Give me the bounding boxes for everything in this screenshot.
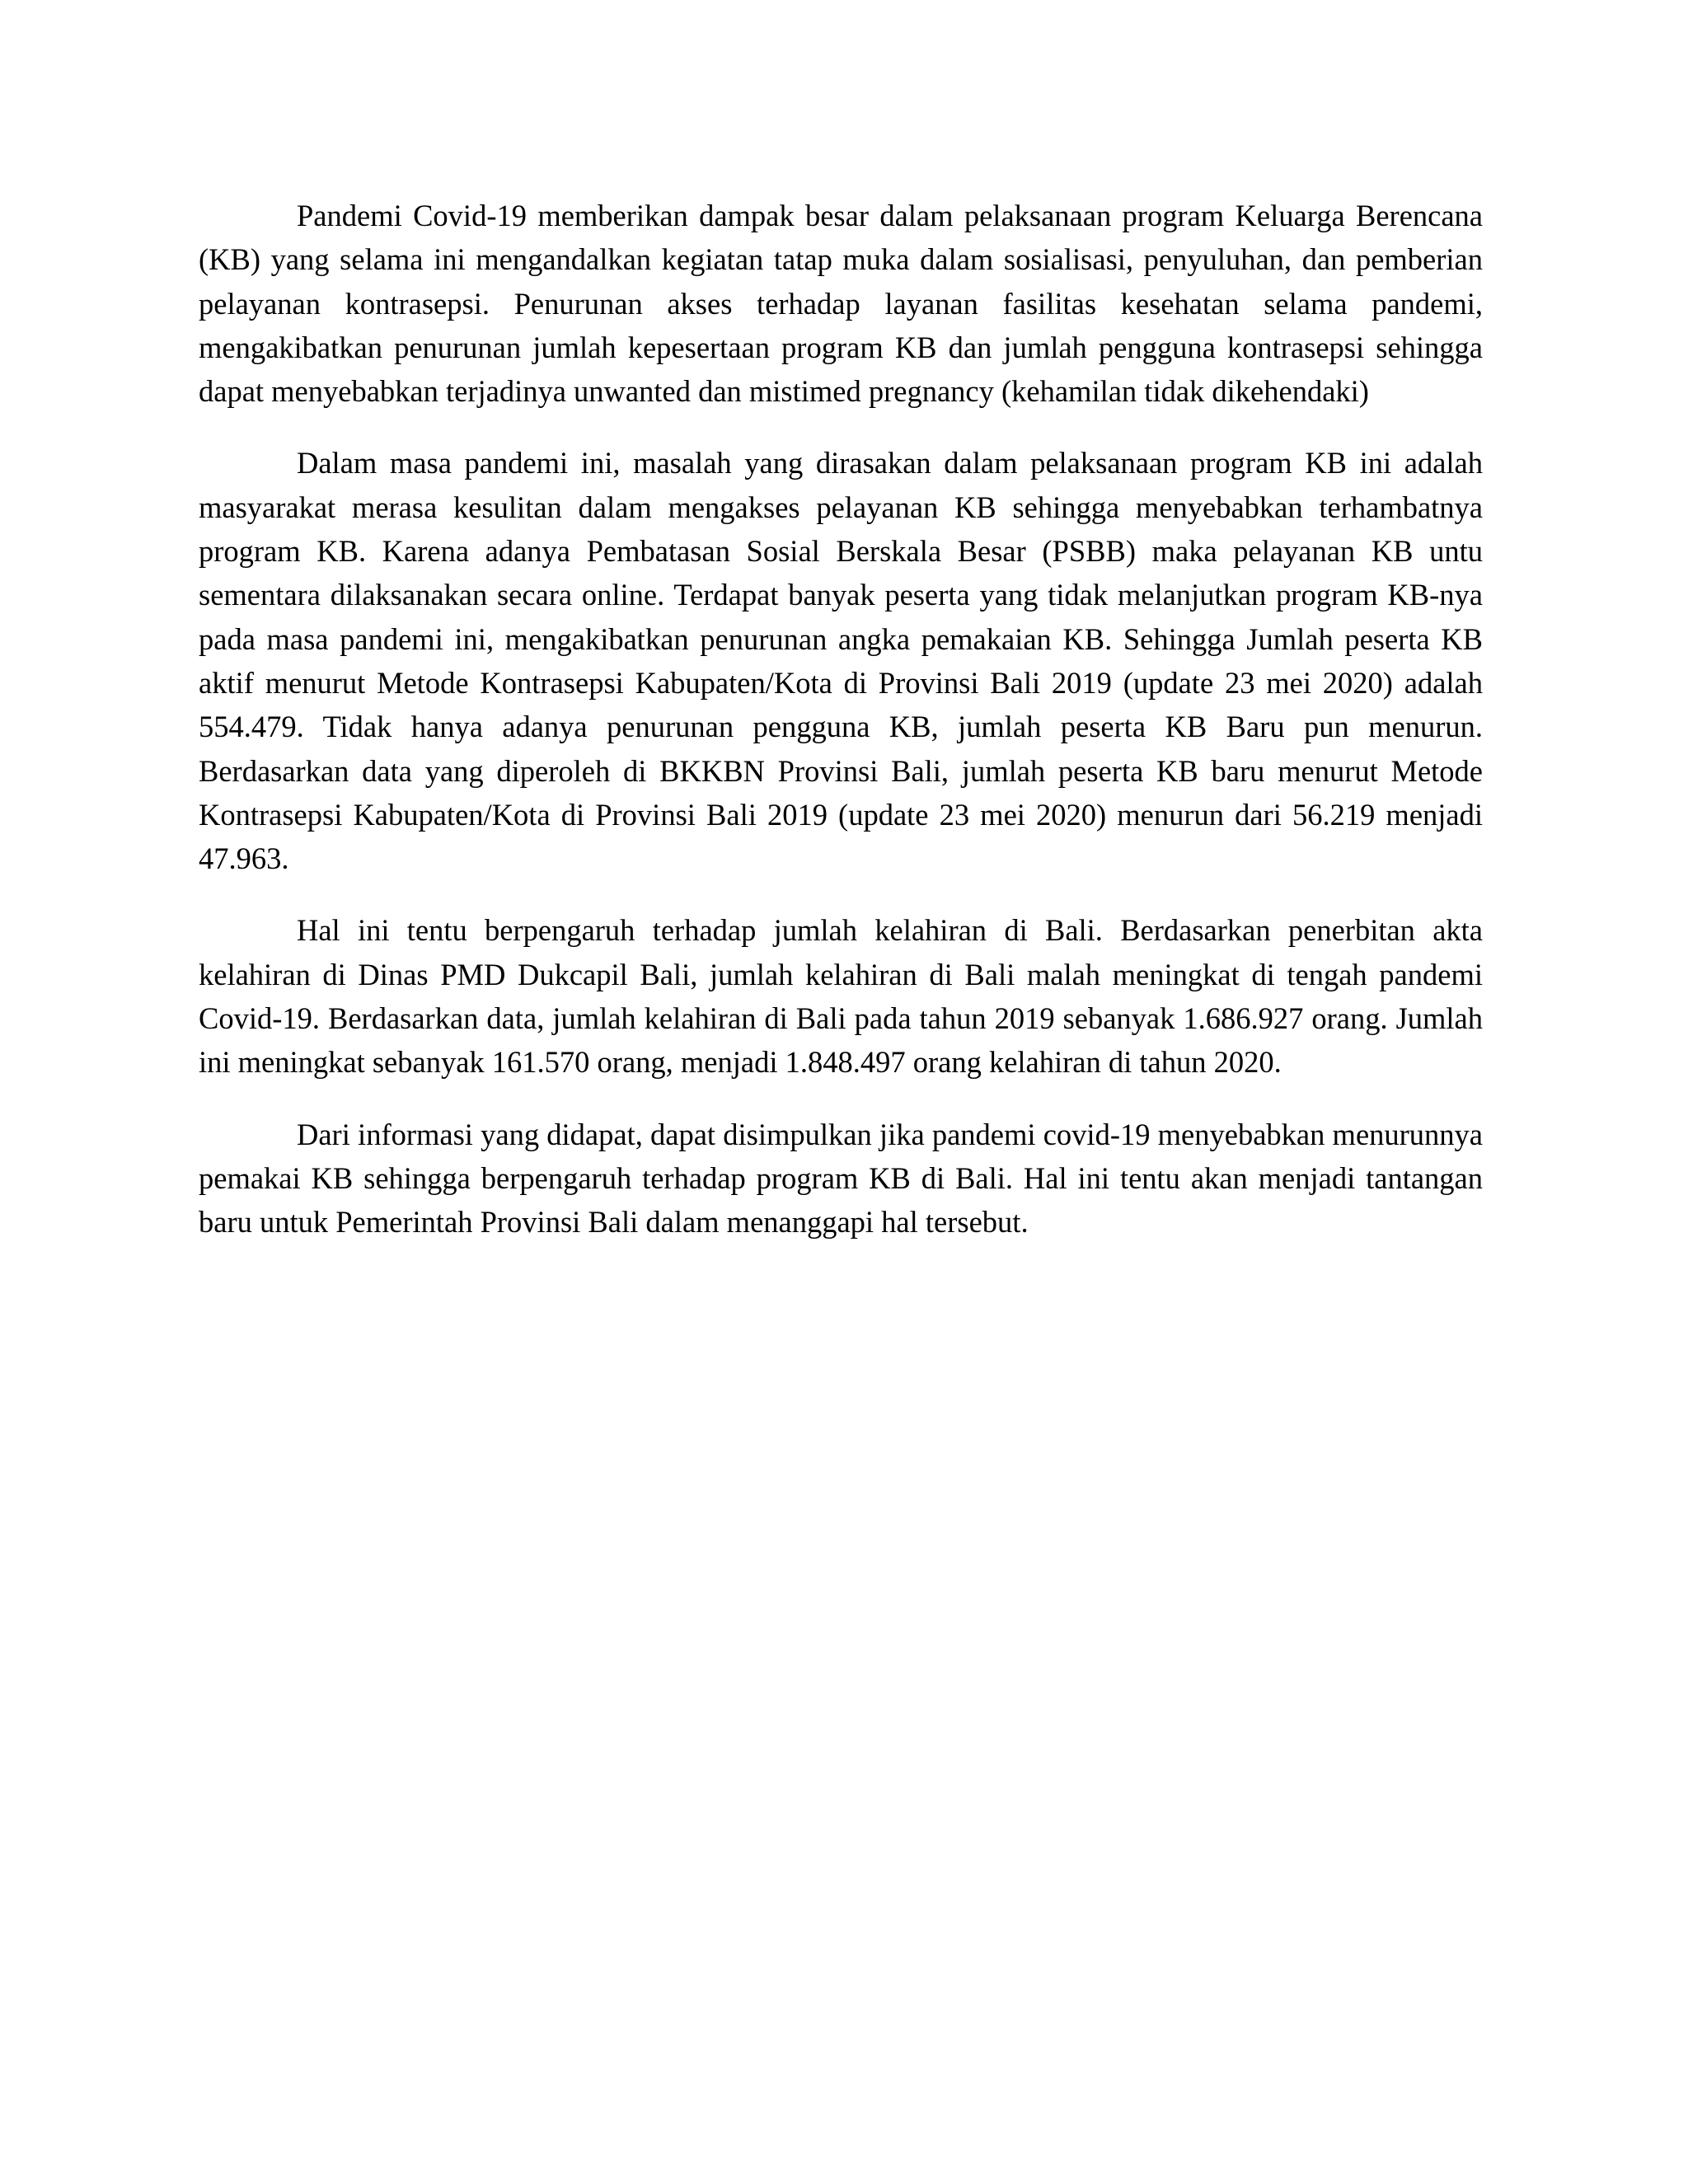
document-body <box>199 194 1483 1272</box>
paragraph-3: Hal ini tentu berpengaruh terhadap jumlah kelahiran di Bali. Berdasarkan penerbitan akta kelahiran di Dinas PMD Dukcapil Bali, jumlah kelahiran di Bali malah meningkat di tengah pandemi Covid-19. Berdasarkan data, jumlah kelahiran di Bali pada tahun 2019 sebanyak 1.686.927 orang. Jumlah ini meningkat sebanyak 161.570 orang, menjadi 1.848.497 orang kelahiran di tahun 2020. <box>199 913 1483 1080</box>
paragraph-4: Dari informasi yang didapat, dapat disimpulkan jika pandemi covid-19 menyebabkan menurunnya pemakai KB sehingga berpengaruh terhadap program KB di Bali. Hal ini tentu akan menjadi tantangan baru untuk Pemerintah Provinsi Bali dalam menanggapi hal tersebut. <box>199 1117 1483 1240</box>
paragraph-1: Pandemi Covid-19 memberikan dampak besar dalam pelaksanaan program Keluarga Berencana (KB) yang selama ini mengandalkan kegiatan tatap muka dalam sosialisasi, penyuluhan, dan pemberian pelayanan kontrasepsi. Penurunan akses terhadap layanan fasilitas kesehatan selama pandemi, mengakibatkan penurunan jumlah kepesertaan program KB dan jumlah pengguna kontrasepsi sehingga dapat menyebabkan terjadinya unwanted dan mistimed pregnancy (kehamilan tidak dikehendaki) <box>199 199 1483 409</box>
paragraph-2: Dalam masa pandemi ini, masalah yang dirasakan dalam pelaksanaan program KB ini adalah masyarakat merasa kesulitan dalam mengakses pelayanan KB sehingga menyebabkan terhambatnya program KB. Karena adanya Pembatasan Sosial Berskala Besar (PSBB) maka pelayanan KB untu sementara dilaksanakan secara online. Terdapat banyak peserta yang tidak melanjutkan program KB-nya pada masa pandemi ini, mengakibatkan penurunan angka pemakaian KB. Sehingga Jumlah peserta KB aktif menurut Metode Kontrasepsi Kabupaten/Kota di Provinsi Bali 2019 (update 23 mei 2020) adalah 554.479. Tidak hanya adanya penurunan pengguna KB, jumlah peserta KB Baru pun menurun. Berdasarkan data yang diperoleh di BKKBN Provinsi Bali, jumlah peserta KB baru menurut Metode Kontrasepsi Kabupaten/Kota di Provinsi Bali 2019 (update 23 mei 2020) menurun dari 56.219 menjadi 47.963. <box>199 446 1483 876</box>
